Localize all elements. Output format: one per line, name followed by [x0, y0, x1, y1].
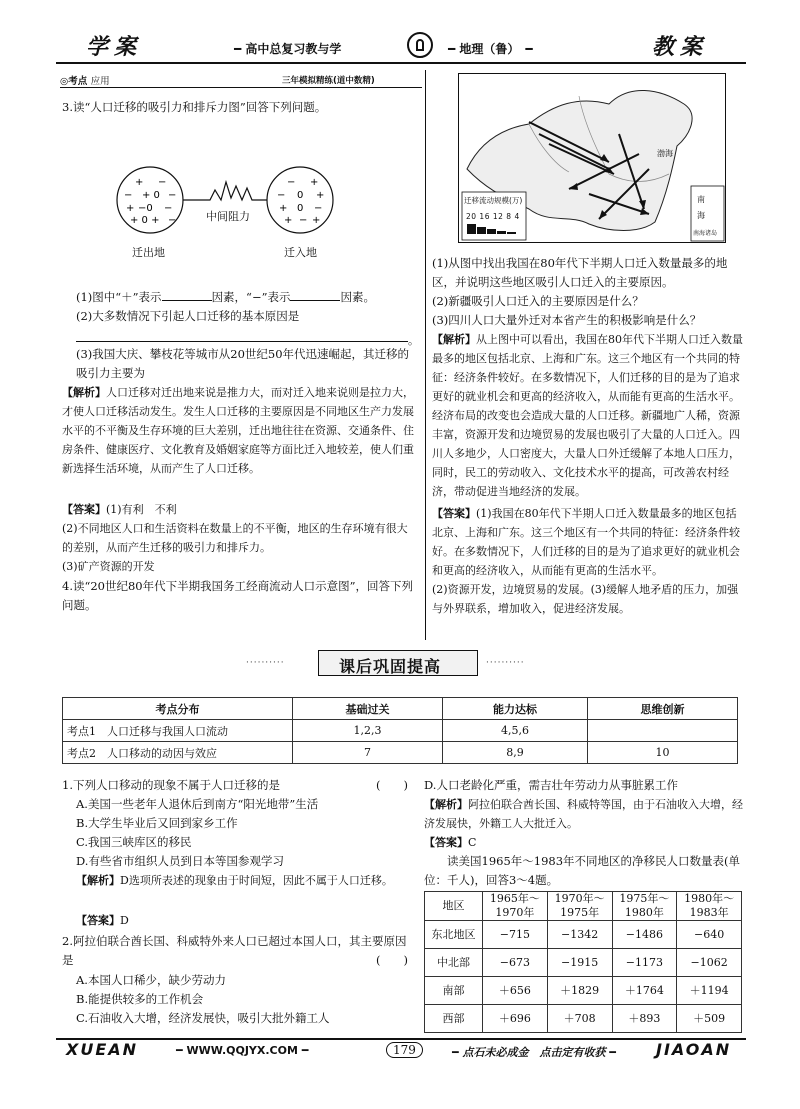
sea-label-bohai: 渤海	[657, 149, 673, 158]
table-cell: −1062	[677, 949, 742, 977]
table-cell: ＋656	[483, 977, 548, 1005]
mc2-stem: 2.阿拉伯联合酋长国、科威特外来人口已超过本国人口，其主要原因是 ( )	[62, 934, 408, 967]
table-cell: −673	[483, 949, 548, 977]
origin-label: 迁出地	[132, 246, 165, 259]
middle-resistance-label: 中间阻力	[206, 210, 250, 223]
table-header: 思维创新	[588, 698, 738, 720]
push-pull-diagram	[100, 160, 350, 270]
map-legend-title: 迁移流动规模(万)	[464, 196, 523, 205]
table-cell: ＋696	[483, 1005, 548, 1033]
topic-allocation-table	[62, 697, 738, 764]
svg-text:−: −	[168, 215, 177, 226]
page-header	[56, 28, 746, 70]
migration-map	[458, 73, 726, 243]
banner-box	[318, 650, 478, 676]
table-cell: −1173	[612, 949, 677, 977]
svg-text:+ 0: + 0	[142, 190, 160, 201]
table-cell: ＋1764	[612, 977, 677, 1005]
table-header: 1980年～ 1983年	[677, 892, 742, 921]
footer-rule	[56, 1038, 746, 1040]
header-left-title: 学案	[86, 35, 143, 60]
table-cell: ＋893	[612, 1005, 677, 1033]
svg-text:+: +	[316, 190, 325, 201]
table-row	[425, 977, 742, 1005]
table-cell: ＋1829	[547, 977, 612, 1005]
table-cell: −1486	[612, 921, 677, 949]
table-header-row	[425, 892, 742, 921]
mc1-stem: 1.下列人口移动的现象不属于人口迁移的是 ( )	[62, 778, 408, 792]
table-header: 1970年～ 1975年	[547, 892, 612, 921]
svg-text:0: 0	[297, 190, 304, 201]
mc1-option-b: B.大学生毕业后又回到家乡工作	[76, 816, 238, 830]
header-logo	[407, 32, 433, 58]
svg-text:−: −	[124, 190, 133, 201]
header-sub-left: ◎考点 应用	[60, 76, 110, 87]
svg-text:0: 0	[297, 203, 304, 214]
table-header: 地区	[425, 892, 483, 921]
header-center-title: ━ 高中总复习教与学	[234, 42, 342, 56]
footer-left-brand: XUEAN	[66, 1040, 139, 1059]
header-subject: ━ 地理（鲁） ━	[448, 42, 533, 56]
svg-text:−: −	[287, 177, 296, 188]
table-header: 基础过关	[293, 698, 443, 720]
svg-text:+: +	[284, 215, 293, 226]
svg-text:+: +	[310, 177, 319, 188]
table-cell: ＋1194	[677, 977, 742, 1005]
table-cell	[588, 720, 738, 742]
q3-sub2-period: 。	[408, 334, 419, 347]
table-header: 1975年～ 1980年	[612, 892, 677, 921]
table-cell: 考点2 人口移动的动因与效应	[63, 742, 293, 764]
table-cell: 8,9	[443, 742, 588, 764]
table-cell: 考点1 人口迁移与我国人口流动	[63, 720, 293, 742]
svg-text:+: +	[312, 215, 321, 226]
header-sub-right: 三年模拟精练(道中数精)	[282, 76, 375, 86]
svg-text:−: −	[158, 177, 167, 188]
mc2-analysis: 【解析】阿拉伯联合酋长国、科威特等国，由于石油收入大增，经济发展快，外籍工人大批迁入。	[424, 798, 743, 830]
table-cell: 中北部	[425, 949, 483, 977]
mc1-option-d: D.有些省市组织人员到日本等国参观学习	[76, 854, 284, 868]
table-header-row	[63, 698, 738, 720]
mc2-answer: 【答案】C	[424, 836, 477, 849]
header-top-rule	[56, 62, 746, 64]
table-cell: −1342	[547, 921, 612, 949]
footer-url: ━ WWW.QQJYX.COM ━	[176, 1044, 309, 1057]
mc2-option-c: C.石油收入大增，经济发展快，吸引大批外籍工人	[76, 1011, 330, 1025]
page-number: 179	[386, 1042, 423, 1058]
sea-label-nanhai: 南海	[697, 195, 705, 220]
q4-sub2: (2)新疆吸引人口迁入的主要原因是什么？	[432, 294, 644, 308]
table-cell: 7	[293, 742, 443, 764]
q3-sub2: (2)大多数情况下引起人口迁移的基本原因是	[76, 309, 300, 323]
table-row	[63, 742, 738, 764]
svg-text:−: −	[314, 203, 323, 214]
q3-answer3: (3)矿产资源的开发	[62, 560, 155, 573]
svg-text:+: +	[279, 203, 288, 214]
section-title: 课后巩固提高	[339, 657, 442, 676]
inset-label: 南海诸岛	[693, 230, 718, 237]
q3-analysis: 【解析】人口迁移对迁出地来说是推力大，而对迁入地来说则是拉力大，才使人口迁移活动发生。发生人口迁移的主要原因是不同地区生产力发展水平的不平衡及生存环境的巨大差别，迁出地往往在资源、交通条件、住房条件、健康医疗、文化教育及婚姻家庭等方面比迁入地较差，使人们重新选择生活环境，从而产生了人口迁移。	[62, 386, 414, 475]
table-header: 考点分布	[63, 698, 293, 720]
table-row	[425, 1005, 742, 1033]
svg-text:−: −	[299, 215, 308, 226]
table-row	[63, 720, 738, 742]
table-cell: −715	[483, 921, 548, 949]
mc1-option-c: C.我国三峡库区的移民	[76, 835, 192, 849]
svg-text:−: −	[164, 203, 173, 214]
q4-sub3: (3)四川人口大量外迁对本省产生的积极影响是什么？	[432, 313, 702, 327]
footer-motto: ━ 点石未必成金 点击定有收获 ━	[452, 1046, 616, 1059]
svg-text:−0: −0	[138, 203, 153, 214]
q4-stem: 4.读“20世纪80年代下半期我国务工经商流动人口示意图”，回答下列问题。	[62, 579, 413, 612]
map-legend-values: 20 16 12 8 4	[466, 212, 520, 221]
mc2-option-a: A.本国人口稀少，缺少劳动力	[76, 973, 226, 987]
table-cell: 西部	[425, 1005, 483, 1033]
section-banner: ·········· 课后巩固提高 ··········	[246, 650, 552, 678]
table-row	[425, 921, 742, 949]
q3-sub2-blank	[76, 341, 408, 342]
q3-answer1: 【答案】(1)有利 不利	[62, 503, 177, 516]
header-right-title: 教案	[652, 35, 709, 60]
page-footer	[56, 1034, 746, 1068]
svg-text:−: −	[277, 190, 286, 201]
table-cell: −1915	[547, 949, 612, 977]
q3-sub1: (1)图中“＋”表示 因素，“−”表示 因素。	[76, 290, 375, 304]
table-cell: 1,2,3	[293, 720, 443, 742]
q4-analysis: 【解析】从上图中可以看出，我国在80年代下半期人口迁入数量最多的地区包括北京、上海和广东。这三个地区有一个共同的特征：经济条件较好。在多数情况下，人们迁移的目的是为了追求更好的就业机会和更高的经济收入，从而能有更高的生活水平。经济布局的改变也会造成大量的人口迁移。新疆地广人稀，资源丰富，资源开发和边境贸易的发展也吸引了大量的人口迁入。四川人多地少，人口密度大，大量人口外迁缓解了本地人口压力，同时，民工的劳动收入、文化技术水平的提高，可改善农村经济，带动促进当地经济的发展。	[432, 333, 743, 498]
q3-sub3: (3)我国大庆、攀枝花等城市从20世纪50年代迅速崛起，其迁移的吸引力主要为	[76, 347, 410, 380]
table-header: 能力达标	[443, 698, 588, 720]
svg-text:+: +	[126, 203, 135, 214]
q4-sub1: (1)从图中找出我国在80年代下半期人口迁入数量最多的地区，并说明这些地区吸引人口迁入的主要原因。	[432, 256, 728, 289]
net-migration-table	[424, 891, 742, 1033]
sub-header-rule	[60, 87, 422, 88]
q3-answer2: (2)不同地区人口和生活资料在数量上的不平衡，地区的生存环境有很大的差别，从而产生迁移的吸引力和排斥力。	[62, 522, 408, 554]
table-cell: ＋509	[677, 1005, 742, 1033]
table-cell: −640	[677, 921, 742, 949]
table-cell: 4,5,6	[443, 720, 588, 742]
mc1-analysis: 【解析】D选项所表述的现象由于时间短，因此不属于人口迁移。	[76, 874, 393, 887]
svg-text:+ 0 +: + 0 +	[130, 215, 160, 226]
svg-text:−: −	[168, 190, 177, 201]
location-icon: ◎	[60, 76, 69, 87]
q4-answer2: (2)资源开发，边境贸易的发展。(3)缓解人地矛盾的压力，加强与外界联系，增加收入，促进经济发展。	[432, 583, 739, 615]
table-row	[425, 949, 742, 977]
table-cell: 南部	[425, 977, 483, 1005]
mc2-option-d: D.人口老龄化严重，需吉壮年劳动力从事脏累工作	[424, 778, 678, 792]
table-cell: 10	[588, 742, 738, 764]
column-divider	[425, 70, 426, 640]
table-header: 1965年～ 1970年	[483, 892, 548, 921]
table-cell: 东北地区	[425, 921, 483, 949]
mc2-option-b: B.能提供较多的工作机会	[76, 992, 204, 1006]
destination-label: 迁入地	[284, 246, 317, 259]
svg-text:+: +	[135, 177, 144, 188]
q3-stem: 3.读“人口迁移的吸引力和排斥力图”回答下列问题。	[62, 100, 327, 114]
mc1-answer: 【答案】D	[76, 914, 129, 927]
mc1-option-a: A.美国一些老年人退休后到南方“阳光地带”生活	[76, 797, 319, 811]
table-cell: ＋708	[547, 1005, 612, 1033]
q4-answer1: 【答案】(1)我国在80年代下半期人口迁入数量最多的地区包括北京、上海和广东。这三个地区有一个共同的特征：经济条件较好。在多数情况下，人们迁移的目的是为了追求更好的就业机会和更高的经济收入，从而能有更高的生活水平。	[432, 507, 740, 577]
migration-table-intro: 读美国1965年～1983年不同地区的净移民人口数量表(单位：千人)，回答3～4题。	[424, 854, 741, 887]
footer-right-brand: JIAOAN	[656, 1040, 732, 1059]
